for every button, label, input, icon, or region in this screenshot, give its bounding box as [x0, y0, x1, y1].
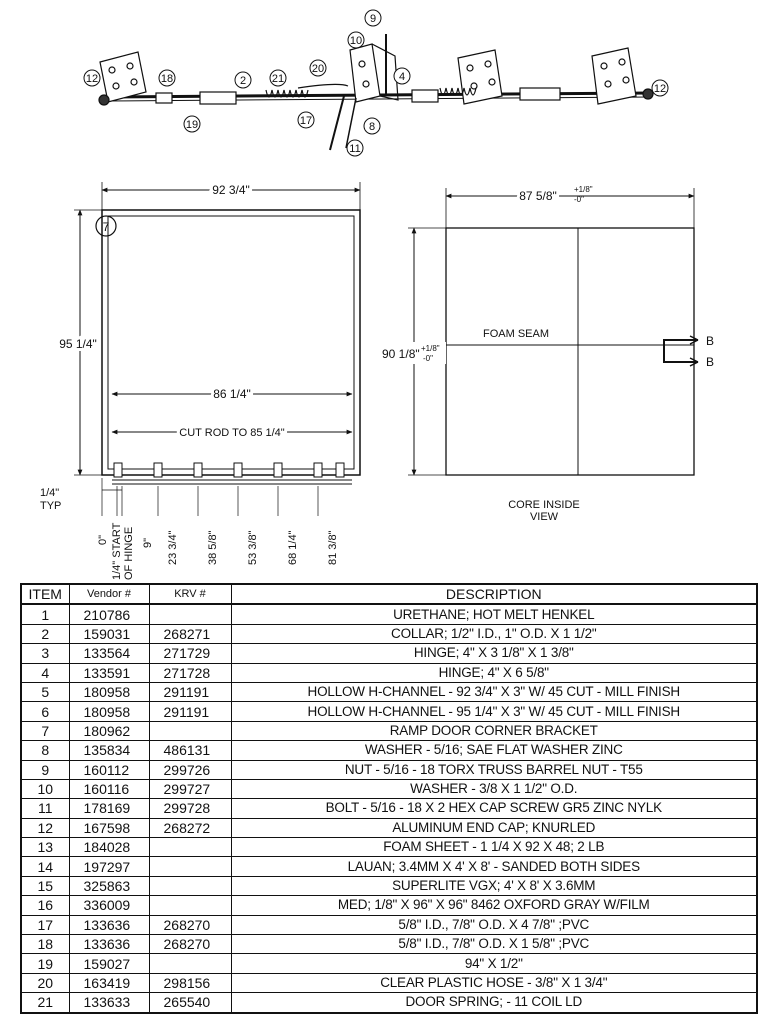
item-cell: 7	[21, 721, 69, 740]
item-cell: 15	[21, 876, 69, 895]
description-cell: HOLLOW H-CHANNEL - 95 1/4" X 3" W/ 45 CUT - MILL FINISH	[231, 702, 757, 721]
vendor-cell: 133591	[69, 663, 149, 682]
item-cell: 16	[21, 896, 69, 915]
svg-text:19: 19	[185, 119, 199, 131]
vendor-cell: 178169	[69, 799, 149, 818]
svg-text:20: 20	[311, 63, 325, 75]
vendor-cell: 159031	[69, 624, 149, 643]
description-cell: URETHANE; HOT MELT HENKEL	[231, 604, 757, 624]
bom-header-row	[21, 584, 757, 604]
table-row	[21, 624, 757, 643]
vendor-cell: 180958	[69, 682, 149, 701]
svg-text:17: 17	[299, 115, 313, 127]
table-row	[21, 935, 757, 954]
corner-callout: 7	[102, 220, 110, 234]
krv-cell: 291191	[149, 702, 231, 721]
krv-cell	[149, 954, 231, 973]
krv-cell: 268271	[149, 624, 231, 643]
item-cell: 20	[21, 973, 69, 992]
description-cell: NUT - 5/16 - 18 TORX TRUSS BARREL NUT - T55	[231, 760, 757, 779]
svg-text:12: 12	[653, 83, 667, 95]
balloon	[348, 32, 364, 48]
table-row	[21, 644, 757, 663]
krv-cell: 291191	[149, 682, 231, 701]
krv-cell	[149, 838, 231, 857]
description-cell: MED; 1/8" X 96" X 96" 8462 OXFORD GRAY W/FILM	[231, 896, 757, 915]
front-view	[74, 182, 360, 516]
item-cell: 2	[21, 624, 69, 643]
krv-cell: 271728	[149, 663, 231, 682]
hinge-position: 23 3/4"	[167, 530, 179, 565]
krv-cell	[149, 896, 231, 915]
description-cell: 5/8" I.D., 7/8" O.D. X 1 5/8" ;PVC	[231, 935, 757, 954]
table-row	[21, 604, 757, 624]
balloon	[394, 68, 410, 84]
krv-cell: 486131	[149, 741, 231, 760]
vendor-cell: 159027	[69, 954, 149, 973]
description-cell: WASHER - 3/8 X 1 1/2" O.D.	[231, 779, 757, 798]
item-cell: 18	[21, 935, 69, 954]
svg-text:-0": -0"	[423, 354, 433, 363]
hinge-row	[112, 463, 352, 484]
table-row	[21, 993, 757, 1013]
item-cell: 14	[21, 857, 69, 876]
krv-cell: 268270	[149, 915, 231, 934]
vendor-header: Vendor #	[69, 584, 149, 604]
vendor-cell: 167598	[69, 818, 149, 837]
item-cell: 10	[21, 779, 69, 798]
vendor-cell: 133636	[69, 935, 149, 954]
balloon	[298, 112, 314, 128]
item-cell: 21	[21, 993, 69, 1013]
description-header: DESCRIPTION	[231, 584, 757, 604]
item-cell: 8	[21, 741, 69, 760]
rod-dimension: CUT ROD TO 85 1/4"	[179, 427, 285, 439]
krv-cell: 299728	[149, 799, 231, 818]
table-row	[21, 915, 757, 934]
inner-dimension: 86 1/4"	[213, 387, 251, 401]
svg-text:10: 10	[349, 35, 363, 47]
krv-cell	[149, 721, 231, 740]
hinge-position: 0"	[97, 534, 109, 545]
core-width-dimension: 87 5/8"	[519, 189, 557, 203]
vendor-cell: 325863	[69, 876, 149, 895]
front-view-labels	[40, 183, 339, 580]
item-cell: 6	[21, 702, 69, 721]
balloon	[310, 60, 326, 76]
hinge-position: 9"	[142, 537, 154, 548]
hinge-position: 1/4" START	[111, 522, 123, 580]
item-cell: 13	[21, 838, 69, 857]
description-cell: DOOR SPRING; - 11 COIL LD	[231, 993, 757, 1013]
view-caption: VIEW	[529, 511, 559, 523]
balloon	[235, 72, 251, 88]
hinge-position: 38 5/8"	[207, 530, 219, 565]
svg-text:+1/8": +1/8"	[421, 344, 440, 353]
krv-cell	[149, 857, 231, 876]
svg-text:4: 4	[398, 71, 406, 83]
hinge-plate-left	[100, 52, 146, 102]
hinge-plate-center	[350, 44, 398, 102]
svg-text:9: 9	[369, 13, 377, 25]
bill-of-materials	[20, 583, 758, 1014]
krv-cell: 268270	[149, 935, 231, 954]
table-row	[21, 838, 757, 857]
vendor-cell: 133633	[69, 993, 149, 1013]
hinge-plate-right	[592, 48, 636, 104]
vendor-cell: 336009	[69, 896, 149, 915]
balloon	[347, 140, 363, 156]
item-cell: 17	[21, 915, 69, 934]
item-cell: 3	[21, 644, 69, 663]
description-cell: COLLAR; 1/2" I.D., 1" O.D. X 1 1/2"	[231, 624, 757, 643]
vendor-cell: 180962	[69, 721, 149, 740]
description-cell: WASHER - 5/16; SAE FLAT WASHER ZINC	[231, 741, 757, 760]
foam-seam-label: FOAM SEAM	[482, 328, 550, 340]
balloon	[365, 10, 381, 26]
balloon	[84, 70, 100, 86]
item-cell: 4	[21, 663, 69, 682]
table-row	[21, 857, 757, 876]
table-row	[21, 954, 757, 973]
table-row	[21, 973, 757, 992]
table-row	[21, 741, 757, 760]
item-cell: 11	[21, 799, 69, 818]
section-label: B	[706, 355, 715, 369]
description-cell: BOLT - 5/16 - 18 X 2 HEX CAP SCREW GR5 ZINC NYLK	[231, 799, 757, 818]
vendor-cell: 135834	[69, 741, 149, 760]
core-height-dimension: 90 1/8"	[382, 347, 420, 361]
description-cell: HINGE; 4" X 6 5/8"	[231, 663, 757, 682]
hinge-position: 81 3/8"	[327, 530, 339, 565]
vendor-cell: 160116	[69, 779, 149, 798]
svg-text:+1/8": +1/8"	[574, 185, 593, 194]
krv-cell	[149, 876, 231, 895]
hinge-position: 53 3/8"	[247, 530, 259, 565]
vendor-cell: 163419	[69, 973, 149, 992]
item-header: ITEM	[21, 584, 69, 604]
description-cell: SUPERLITE VGX; 4' X 8' X 3.6MM	[231, 876, 757, 895]
table-row	[21, 779, 757, 798]
description-cell: LAUAN; 3.4MM X 4' X 8' - SANDED BOTH SIDES	[231, 857, 757, 876]
krv-cell: 265540	[149, 993, 231, 1013]
description-cell: HINGE; 4" X 3 1/8" X 1 3/8"	[231, 644, 757, 663]
krv-cell: 299727	[149, 779, 231, 798]
hinge-plate-mid-right	[458, 50, 502, 104]
typ-label: TYP	[40, 500, 62, 512]
description-cell: 94" X 1/2"	[231, 954, 757, 973]
svg-text:18: 18	[160, 73, 174, 85]
typ-label: 1/4"	[40, 487, 60, 499]
width-dimension: 92 3/4"	[212, 183, 250, 197]
svg-text:11: 11	[349, 143, 361, 155]
vendor-cell: 180958	[69, 702, 149, 721]
balloon	[159, 70, 175, 86]
description-cell: CLEAR PLASTIC HOSE - 3/8" X 1 3/4"	[231, 973, 757, 992]
table-row	[21, 818, 757, 837]
table-row	[21, 721, 757, 740]
krv-cell	[149, 604, 231, 624]
item-cell: 12	[21, 818, 69, 837]
table-row	[21, 682, 757, 701]
krv-cell: 271729	[149, 644, 231, 663]
description-cell: 5/8" I.D., 7/8" O.D. X 4 7/8" ;PVC	[231, 915, 757, 934]
krv-header: KRV #	[149, 584, 231, 604]
vendor-cell: 160112	[69, 760, 149, 779]
svg-text:2: 2	[239, 75, 247, 87]
balloon	[270, 70, 286, 86]
table-row	[21, 896, 757, 915]
height-dimension: 95 1/4"	[59, 337, 97, 351]
krv-cell: 298156	[149, 973, 231, 992]
krv-cell: 268272	[149, 818, 231, 837]
svg-text:21: 21	[271, 73, 285, 85]
vendor-cell: 133636	[69, 915, 149, 934]
balloon	[364, 118, 380, 134]
table-row	[21, 702, 757, 721]
svg-text:8: 8	[368, 121, 376, 133]
item-cell: 5	[21, 682, 69, 701]
section-label: B	[706, 334, 715, 348]
table-row	[21, 760, 757, 779]
table-row	[21, 799, 757, 818]
vendor-cell: 210786	[69, 604, 149, 624]
hinge-position: OF HINGE	[123, 526, 135, 580]
item-cell: 19	[21, 954, 69, 973]
hinge-position: 68 1/4"	[287, 530, 299, 565]
item-cell: 1	[21, 604, 69, 624]
vendor-cell: 133564	[69, 644, 149, 663]
vendor-cell: 197297	[69, 857, 149, 876]
item-cell: 9	[21, 760, 69, 779]
description-cell: FOAM SHEET - 1 1/4 X 92 X 48; 2 LB	[231, 838, 757, 857]
svg-text:-0": -0"	[574, 195, 584, 204]
krv-cell: 299726	[149, 760, 231, 779]
description-cell: RAMP DOOR CORNER BRACKET	[231, 721, 757, 740]
view-caption: CORE INSIDE	[508, 499, 580, 511]
description-cell: HOLLOW H-CHANNEL - 92 3/4" X 3" W/ 45 CUT - MILL FINISH	[231, 682, 757, 701]
core-view	[408, 188, 698, 475]
description-cell: ALUMINUM END CAP; KNURLED	[231, 818, 757, 837]
svg-text:12: 12	[85, 73, 99, 85]
table-row	[21, 663, 757, 682]
vendor-cell: 184028	[69, 838, 149, 857]
balloon	[184, 116, 200, 132]
table-row	[21, 876, 757, 895]
balloon	[652, 80, 668, 96]
bom-body	[21, 604, 757, 1012]
